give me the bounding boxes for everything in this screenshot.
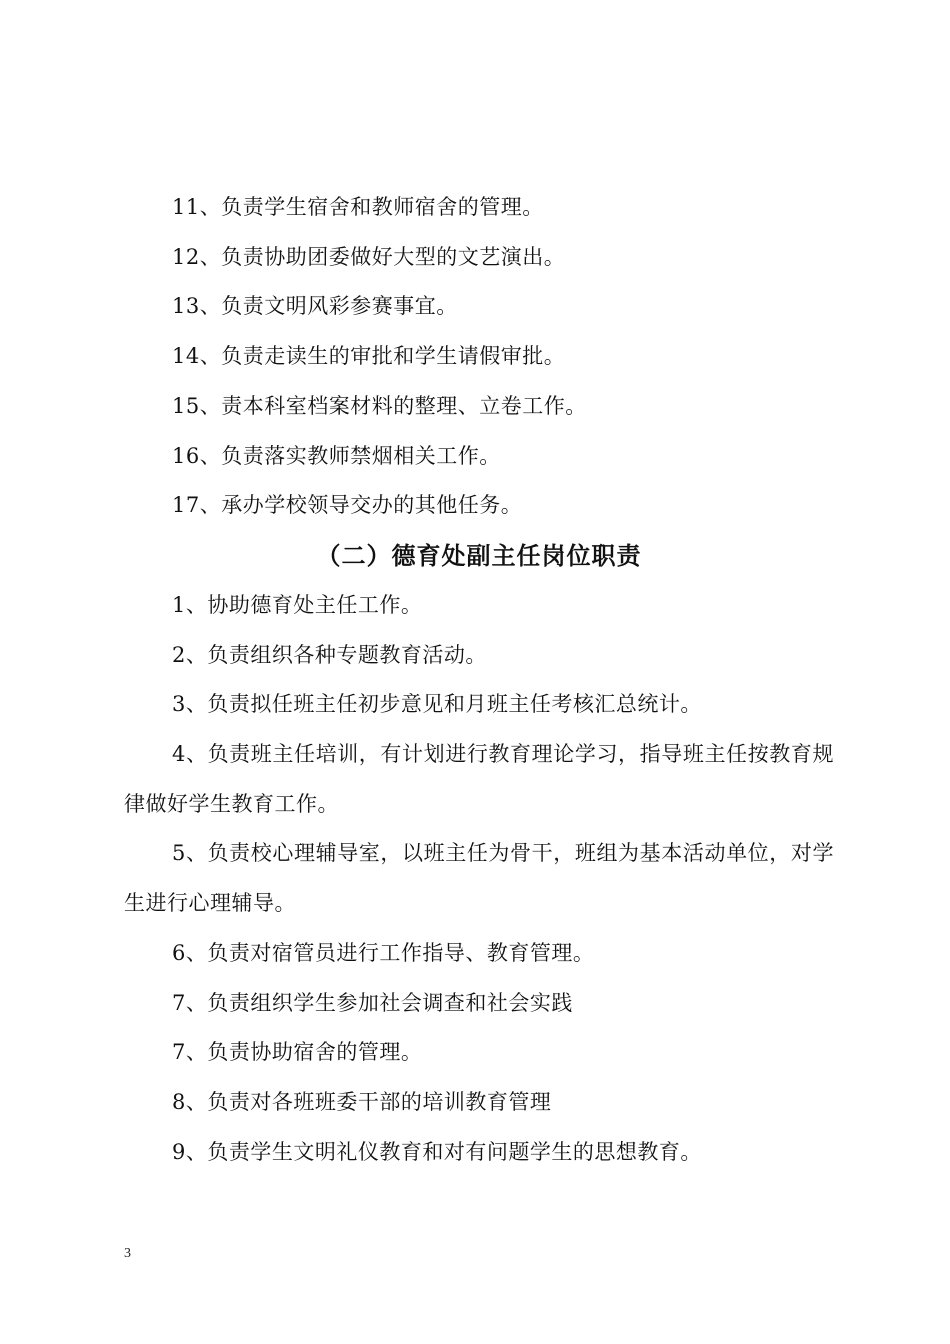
page-content [124,183,834,1177]
deputy-duty-item-6: 6、负责对宿管员进行工作指导、教育管理。 [172,940,595,965]
page-number: 3 [124,1246,131,1261]
duty-item-14: 14、负责走读生的审批和学生请假审批。 [172,344,566,369]
deputy-duty-item-3: 3、负责拟任班主任初步意见和月班主任考核汇总统计。 [172,692,702,717]
deputy-duty-item-5: 5、负责校心理辅导室，以班主任为骨干，班组为基本活动单位，对学生进行心理辅导。 [124,841,834,916]
duty-item-12: 12、负责协助团委做好大型的文艺演出。 [172,244,566,269]
deputy-duty-item-1: 1、协助德育处主任工作。 [172,592,423,617]
duty-item-11: 11、负责学生宿舍和教师宿舍的管理。 [172,195,544,219]
duty-item-13: 13、负责文明风彩参赛事宜。 [172,294,458,319]
deputy-duty-item-7a: 7、负责组织学生参加社会调查和社会实践 [172,990,573,1015]
duty-item-16: 16、负责落实教师禁烟相关工作。 [172,443,501,468]
deputy-duty-item-2: 2、负责组织各种专题教育活动。 [172,642,487,667]
deputy-duty-item-8: 8、负责对各班班委干部的培训教育管理 [172,1089,552,1114]
deputy-duty-item-4: 4、负责班主任培训，有计划进行教育理论学习，指导班主任按教育规律做好学生教育工作。 [124,742,834,816]
duty-item-15: 15、责本科室档案材料的整理、立卷工作。 [172,393,587,418]
deputy-duty-item-9: 9、负责学生文明礼仪教育和对有问题学生的思想教育。 [172,1139,702,1164]
deputy-duty-item-7b: 7、负责协助宿舍的管理。 [172,1040,423,1065]
duty-item-17: 17、承办学校领导交办的其他任务。 [172,493,523,518]
section-heading: （二）德育处副主任岗位职责 [316,541,642,570]
